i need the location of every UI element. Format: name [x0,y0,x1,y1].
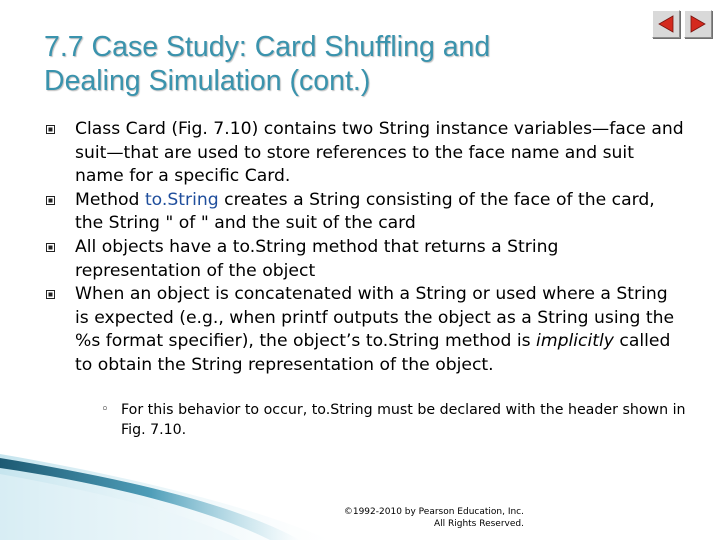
previous-slide-button[interactable] [652,10,680,38]
bullet-list [44,118,684,378]
bullet-item [44,283,684,377]
bullet-text: When an object is concatenated with a String or used where a String is expected (e.g., when printf outputs the object as a String using the %s format specifier), the object’s to.String method is [75,284,675,352]
diamond-bullet-icon [46,290,55,299]
bullet-text: Class Card (Fig. 7.10) contains two String instance variables—face and suit—that are used to store references to the face name and suit name for a specific Card. [75,119,684,187]
bullet-text: called to obtain the String representation of the object. [75,331,671,375]
next-slide-button[interactable] [684,10,712,38]
triangle-left-icon [658,15,674,33]
emphasis-text: implicitly [536,331,614,352]
tostring-link[interactable]: to.String [144,189,219,210]
bullet-text: Method [75,189,145,210]
sub-bullet [99,400,706,440]
rights-line: All Rights Reserved. [433,519,524,529]
bullet-item [44,189,684,236]
diamond-bullet-icon [46,196,55,205]
diamond-bullet-icon [46,125,55,134]
copyright-footer [290,506,524,530]
sub-bullet-text: For this behavior to occur, to.String must be declared with the header shown in Fig. 7.10. [121,402,686,438]
bullet-text: All objects have a to.String method that returns a String representation of the object [75,236,559,281]
bullet-text: creates a String consisting of the face of the card, the String " of " and the suit of the card [75,189,655,234]
copyright-line: ©1992-2010 by Pearson Education, Inc. [343,507,524,517]
slide-title [44,30,624,98]
slide-title-line-2: Dealing Simulation (cont.) [44,65,371,97]
bullet-item [44,118,684,189]
slide-navigation [652,10,712,38]
sub-bullet-marker: ◦ [101,402,109,417]
slide-title-line-1: 7.7 Case Study: Card Shuffling and [44,31,491,63]
diamond-bullet-icon [46,243,55,252]
triangle-right-icon [690,15,706,33]
bullet-item [44,236,684,283]
